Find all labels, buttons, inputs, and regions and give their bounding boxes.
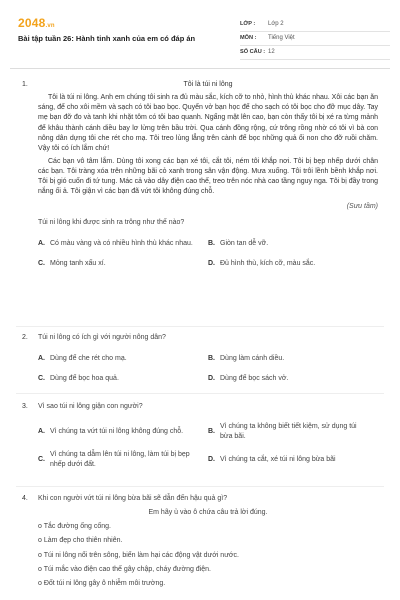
- option-letter: D.: [208, 375, 215, 383]
- meta-row-subject: [240, 32, 390, 46]
- options: [38, 349, 378, 389]
- question-body: [38, 80, 378, 274]
- logo-suffix: .vn: [45, 23, 55, 29]
- question-divider: [16, 326, 384, 327]
- passage-paragraph: Tôi là túi ni lông. Anh em chúng tôi sinh ra đủ màu sắc, kích cỡ to nhỏ, hình thù khác nhau. Xôi các bạn ăn sáng, để cho xôi mềm và sạch có tôi bao bọc. Quyển vở bạn học để cho sạch có tôi bọc cho đỡ mục dây. Tay mẹ bạn đỡ đo và tanh khi nhặt tôm có tôi bao quanh. Ngẩng mặt lên cao, bạn còn thấy tôi bị xé ra từng mảnh để khâu thành cánh diều bay lơ lửng trên bầu trời. Qua cánh đồng rộng, cứ trông rồng nhờ có tôi vì bà con nông dân dựng tôi che rét cho mạ. Tôi treo lủng lẳng trên cành để bọc những quả ổi non cho đỡ ruồi chăm. Vậy tôi có ích lắm chứ!: [38, 94, 378, 152]
- header-divider: [10, 68, 390, 69]
- meta-row-count: [240, 46, 390, 60]
- site-logo[interactable]: [18, 15, 55, 32]
- option-b[interactable]: [208, 234, 378, 254]
- meta-value: Lớp 2: [268, 21, 284, 28]
- answer-choice[interactable]: o Đốt túi ni lông gây ô nhiễm môi trường.: [38, 579, 166, 587]
- meta-key: SỐ CÂU :: [240, 49, 266, 56]
- question-text: Khi con người vứt túi ni lông bừa bãi sẽ dẫn đến hậu quả gì?: [38, 495, 228, 502]
- options: [38, 234, 378, 274]
- option-c[interactable]: [38, 369, 208, 389]
- option-b[interactable]: [208, 418, 378, 446]
- option-letter: D.: [208, 259, 215, 267]
- meta-row-class: [240, 18, 390, 32]
- meta-value: 12: [268, 49, 275, 56]
- option-text: Đủ hình thù, kích cỡ, màu sắc.: [220, 259, 316, 267]
- question-4: [22, 494, 378, 589]
- option-letter: B.: [208, 355, 215, 363]
- question-text: Túi ni lông khi được sinh ra trông như thế nào?: [38, 218, 185, 226]
- option-c[interactable]: [38, 446, 208, 474]
- answer-choice[interactable]: o Túi ni lông nổi trên sông, biển làm hại các động vật dưới nước.: [38, 551, 239, 559]
- option-text: Vì chúng ta cắt, xé túi ni lông bừa bãi: [220, 456, 336, 464]
- question-divider: [16, 486, 384, 487]
- question-body: [38, 494, 378, 589]
- passage-source: (Sưu tầm): [346, 202, 378, 210]
- option-text: Dùng làm cánh diều.: [220, 355, 285, 363]
- option-text: Có màu vàng và có nhiều hình thù khác nhau.: [50, 239, 193, 247]
- option-a[interactable]: [38, 349, 208, 369]
- passage-title: Tôi là túi ni lông: [183, 81, 233, 88]
- logo-main: 2048: [18, 16, 46, 30]
- question-number: 2.: [22, 334, 28, 341]
- option-a[interactable]: [38, 234, 208, 254]
- option-letter: A.: [38, 239, 45, 247]
- option-letter: C.: [38, 375, 45, 383]
- option-d[interactable]: [208, 254, 378, 274]
- question-number: 1.: [22, 81, 28, 88]
- option-letter: B.: [208, 428, 215, 436]
- answer-choice[interactable]: o Túi mắc vào điện cao thế gây chập, cháy đường điện.: [38, 565, 211, 573]
- option-letter: D.: [208, 456, 215, 464]
- option-letter: B.: [208, 239, 215, 247]
- option-text: Vì chúng ta vứt túi ni lông không đúng chỗ.: [50, 428, 184, 436]
- page-header: [18, 10, 386, 60]
- question-number: 4.: [22, 495, 28, 502]
- option-text: Dùng để bọc sách vở.: [220, 375, 289, 383]
- question-text: Túi ni lông có ích gì với người nông dân?: [38, 334, 166, 341]
- question-2: [22, 333, 378, 389]
- option-text: Giòn tan dễ vỡ.: [220, 239, 269, 247]
- question-number: 3.: [22, 403, 28, 410]
- option-letter: A.: [38, 428, 45, 436]
- meta-key: LỚP :: [240, 21, 256, 28]
- meta-key: MÔN :: [240, 35, 257, 42]
- question-body: [38, 333, 378, 389]
- question-1: [22, 80, 378, 274]
- option-c[interactable]: [38, 254, 208, 274]
- option-text: Dùng để bọc hoa quả.: [50, 375, 119, 383]
- answer-choice[interactable]: o Làm đẹp cho thiên nhiên.: [38, 537, 123, 545]
- option-letter: C.: [38, 259, 45, 267]
- meta-value: Tiếng Việt: [268, 35, 295, 42]
- option-a[interactable]: [38, 418, 208, 446]
- option-letter: C.: [38, 456, 45, 464]
- passage-paragraph: Các bạn vô tâm lắm. Dùng tôi xong các bạn xé tôi, cắt tôi, ném tôi khắp nơi. Tôi bị bẹp nhếp dưới chân các bạn. Tôi tràng xóa trên những bãi cỏ xanh trong sân vận động. Mưa xuống. Tôi trôi lềnh bềnh khắp nơi. Tôi bị gió cuốn đi tứ tung. Mác cả vào dây điện cao thế, treo trên nóc nhà cao tầng nguy nga. Tôi bị đầy trong nắng ối ả. Tôi giận vì các bạn đã vứt tôi không đúng chỗ.: [38, 157, 378, 196]
- answer-choice[interactable]: o Tắc đường ống cống.: [38, 523, 111, 531]
- question-hint: Em hãy ủ vào ô chứa câu trả lời đúng.: [148, 509, 268, 517]
- option-text: Vì chúng ta dẫm lên túi ni lông, làm túi bị bẹp nhếp dưới đất.: [50, 451, 190, 469]
- option-text: Vì chúng ta không biết tiết kiệm, sử dụng túi bừa bãi.: [220, 423, 357, 441]
- question-body: [38, 402, 378, 474]
- option-d[interactable]: [208, 446, 378, 474]
- page-title: Bài tập tuần 26: Hành tinh xanh của em có đáp án: [18, 34, 196, 43]
- option-text: Mỏng tanh xấu xí.: [50, 259, 106, 267]
- option-b[interactable]: [208, 349, 378, 369]
- question-text: Vì sao túi ni lông giận con người?: [38, 403, 143, 410]
- question-3: [22, 402, 378, 474]
- meta-table: [240, 18, 390, 60]
- option-d[interactable]: [208, 369, 378, 389]
- option-letter: A.: [38, 355, 45, 363]
- option-text: Dùng để che rét cho mạ.: [50, 355, 127, 363]
- options: [38, 418, 378, 474]
- question-divider: [16, 393, 384, 394]
